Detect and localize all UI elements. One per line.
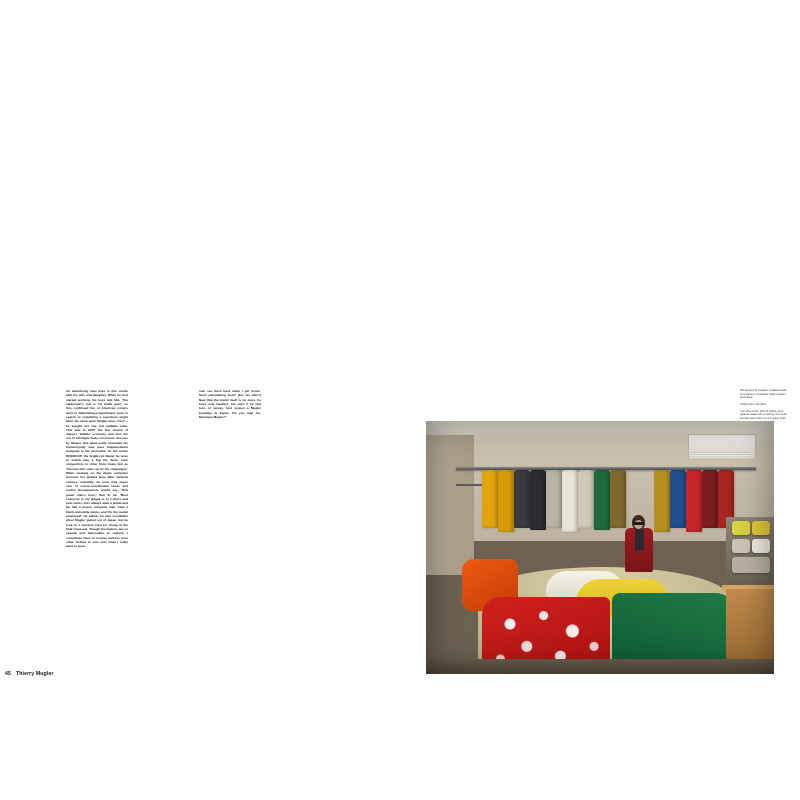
folio — [5, 671, 53, 677]
left-page — [0, 376, 400, 696]
photograph — [426, 421, 774, 674]
book-spread — [0, 376, 800, 696]
caption-line: Clothes bar in the office. — [740, 402, 767, 406]
folio-number: 45 — [5, 671, 11, 677]
body-text-column-2: men see them back when I get home'. Such painstaking work! (For his wife?) Now that the brand itself is no more, he buys only Gaultier, but says if he had tons of money, he'd reopen a Mugler boutique in Japan. 'Do you read me, Monsieur Mugler?' — [199, 389, 261, 419]
caption-line: I can drive home, take off clothes, keep cigarette inside with an ashtray, then head for living room which up on reading small. — [740, 409, 787, 420]
body-text-column-1: An advertising man lives in this condo with his wife and daughter. When he first started working, his boss told him, 'The salaryman's suit is his battle gear', so this confirmed fan of American comics went to Takashimaya department store in search of something a superhero might wear. He came upon Mugler and—'Yes!'—he bought not one, but multiple suits. This was in 1990, the last stretch of Japan's 'bubble' economy, and also the era of skintight 'body-conscious' dresses by Mugler. But what really cemented his brand-loyalty was pure happenstance assigned to the promotion for the movie ROBOCOP, the bright-red blazer he wore to match was a big hit. Soon even competitors in other firms knew him as 'the man who suits up for his campaigns'. When working on the Apple computer account, his jackets were iMac rainbow colours, naturally; he even had seven sets of colour-coordinated shoes and socks! Receptionists would say, 'That green man's here'. Sun th he, 'Most everyone in my league is in T-shirts and polo shirts, but I always wear a jacket and tie, like a proper company man. Take a black-and-white photo, and I'm the model employee!' He admits he was crestfallen when Mugler pulled out of Japan, but he took in a massive haul for cheap at the final close-out, 'though the buttons are so special and impossible to replace, I sometimes have to remove buttons from other clothes to sew onto what I really want to wear. — [66, 389, 128, 549]
caption-line: Hair dressed by daughter, breakfast made by a waitress. Coordinate clothes colours accordingly. — [740, 389, 787, 400]
folio-title: Thierry Mugler — [15, 671, 54, 677]
photo-vignette — [426, 421, 774, 674]
right-page — [400, 376, 800, 696]
